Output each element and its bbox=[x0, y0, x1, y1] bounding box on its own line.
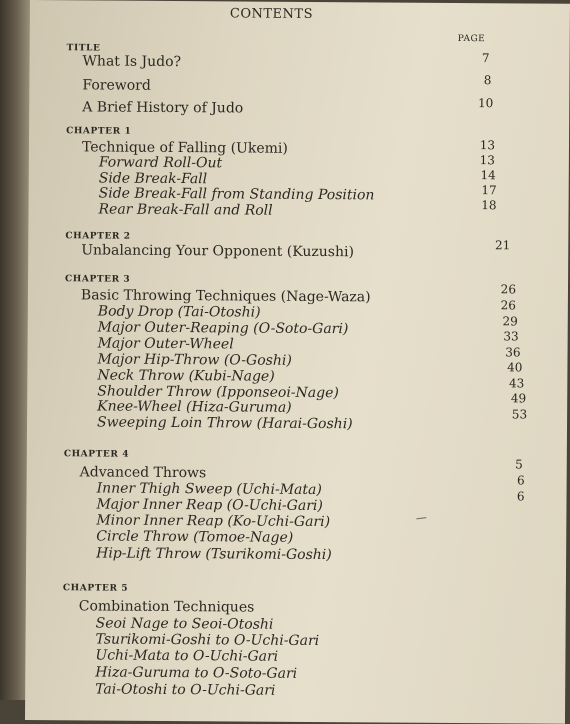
title-section-label: TITLE bbox=[66, 43, 101, 54]
chapter-title: Basic Throwing Techniques (Nage-Waza) bbox=[80, 287, 371, 306]
page-number: 6 bbox=[516, 473, 525, 488]
page-number: 43 bbox=[509, 376, 525, 391]
page-number: 40 bbox=[507, 360, 523, 375]
page-number: 53 bbox=[511, 407, 528, 422]
page-number: 13 bbox=[479, 153, 495, 168]
toc-subentry: Major Outer-Wheel bbox=[97, 335, 234, 353]
toc-subentry: Rear Break-Fall and Roll bbox=[98, 201, 273, 219]
toc-entry: What Is Judo? bbox=[82, 53, 182, 71]
pencil-mark bbox=[416, 517, 426, 519]
page-number: 6 bbox=[516, 489, 525, 504]
page-number: 36 bbox=[505, 345, 521, 360]
toc-subentry: Side Break-Fall bbox=[98, 170, 208, 188]
page-number: 18 bbox=[481, 198, 497, 213]
toc-subentry: Body Drop (Tai-Otoshi) bbox=[97, 303, 261, 321]
toc-subentry: Uchi-Mata to O-Uchi-Gari bbox=[95, 647, 279, 665]
chapter-label: CHAPTER 2 bbox=[65, 231, 131, 242]
toc-subentry: Major Hip-Throw (O-Goshi) bbox=[97, 351, 292, 369]
toc-subentry: Seoi Nage to Seoi-Otoshi bbox=[95, 615, 274, 633]
toc-subentry: Neck Throw (Kubi-Nage) bbox=[97, 367, 275, 385]
chapter-title: Advanced Throws bbox=[79, 464, 207, 482]
book-page bbox=[25, 0, 570, 724]
page-number: 26 bbox=[500, 298, 516, 313]
chapter-label: CHAPTER 3 bbox=[65, 274, 131, 285]
page-number: 13 bbox=[479, 138, 496, 153]
chapter-label: CHAPTER 4 bbox=[63, 449, 130, 460]
toc-subentry: Hip-Lift Throw (Tsurikomi-Goshi) bbox=[96, 545, 332, 564]
toc-subentry: Tai-Otoshi to O-Uchi-Gari bbox=[95, 681, 276, 699]
toc-subentry: Major Inner Reap (O-Uchi-Gari) bbox=[96, 496, 323, 515]
toc-subentry: Side Break-Fall from Standing Position bbox=[98, 185, 375, 204]
toc-subentry: Forward Roll-Out bbox=[98, 154, 223, 172]
contents-header: CONTENTS bbox=[229, 6, 314, 22]
page-number: 8 bbox=[483, 73, 492, 88]
page-number: 26 bbox=[500, 282, 517, 297]
chapter-title: Technique of Falling (Ukemi) bbox=[81, 139, 288, 157]
toc-entry: A Brief History of Judo bbox=[82, 99, 244, 117]
chapter-label: CHAPTER 5 bbox=[62, 583, 129, 594]
page-number: 14 bbox=[480, 168, 496, 183]
page-number: 10 bbox=[477, 96, 494, 111]
toc-subentry: Circle Throw (Tomoe-Nage) bbox=[96, 528, 294, 546]
toc-subentry: Shoulder Throw (Ipponseoi-Nage) bbox=[97, 383, 339, 402]
page-number: 29 bbox=[502, 314, 518, 329]
chapter-title: Combination Techniques bbox=[78, 598, 255, 616]
toc-subentry: Sweeping Loin Throw (Harai-Goshi) bbox=[96, 414, 353, 433]
page-number: 21 bbox=[494, 238, 511, 253]
page-number: 33 bbox=[503, 329, 519, 344]
toc-subentry: Hiza-Guruma to O-Soto-Gari bbox=[95, 664, 298, 682]
toc-subentry: Knee-Wheel (Hiza-Guruma) bbox=[97, 398, 292, 416]
page-number: 49 bbox=[510, 391, 527, 406]
toc-subentry: Minor Inner Reap (Ko-Uchi-Gari) bbox=[96, 512, 331, 531]
toc-entry: Foreword bbox=[82, 77, 151, 94]
chapter-title: Unbalancing Your Opponent (Kuzushi) bbox=[81, 242, 355, 261]
chapter-label: CHAPTER 1 bbox=[66, 126, 132, 137]
toc-subentry: Inner Thigh Sweep (Uchi-Mata) bbox=[96, 480, 322, 499]
toc-subentry: Major Outer-Reaping (O-Soto-Gari) bbox=[97, 319, 349, 338]
page-number: 7 bbox=[481, 51, 490, 66]
page-column-heading: PAGE bbox=[457, 33, 486, 45]
page-number: 5 bbox=[515, 457, 523, 472]
toc-subentry: Tsurikomi-Goshi to O-Uchi-Gari bbox=[95, 631, 320, 650]
page-number: 17 bbox=[481, 183, 497, 198]
